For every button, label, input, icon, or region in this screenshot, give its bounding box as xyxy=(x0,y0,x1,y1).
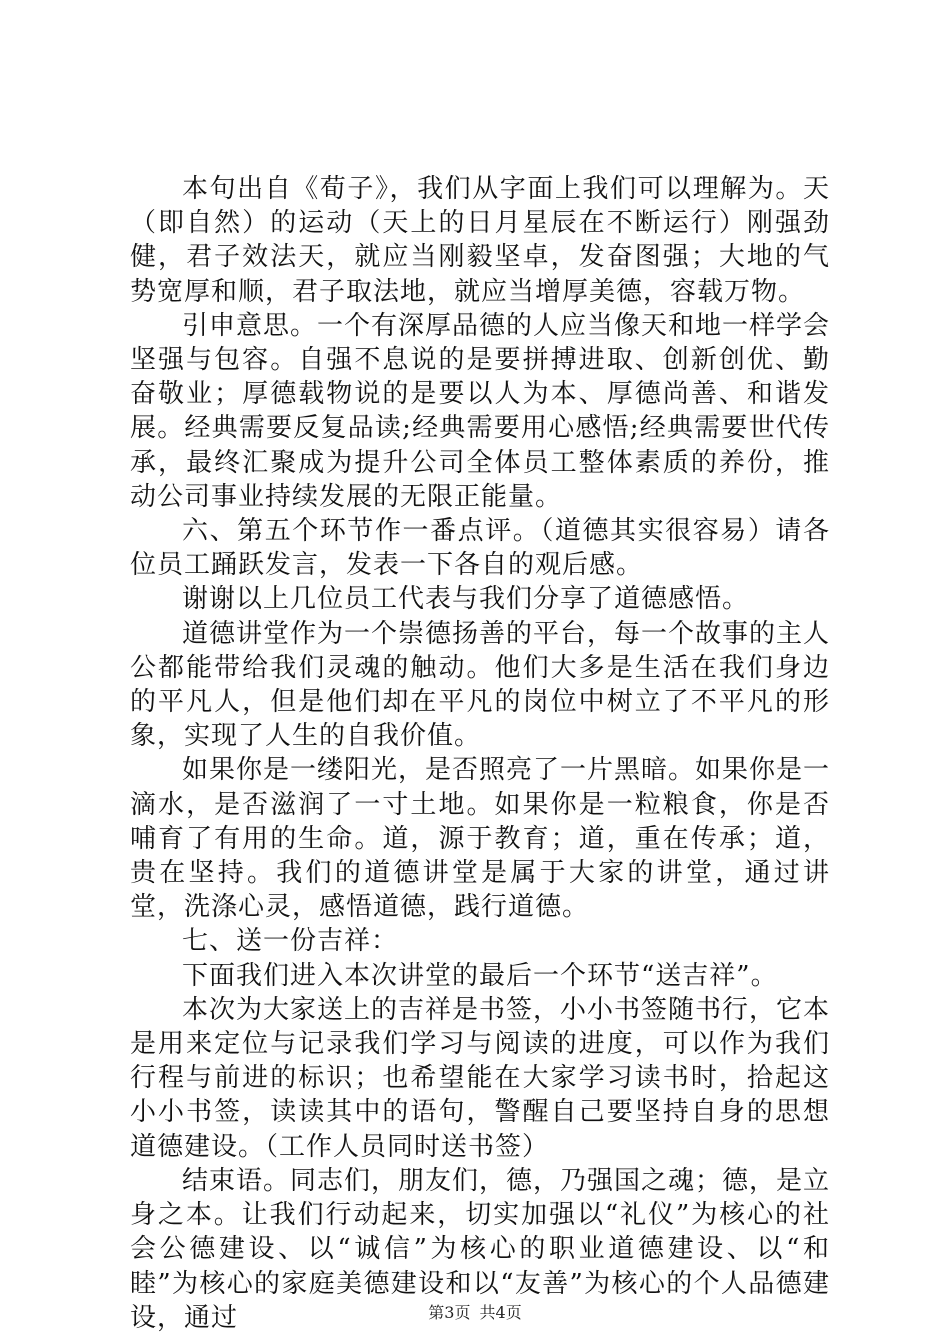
paragraph-closing: 结束语。同志们，朋友们，德，乃强国之魂；德，是立身之本。让我们行动起来，切实加强以“礼仪”为核心的社会公德建设、以“诚信”为核心的职业道德建设、以“和睦”为核心的家庭美德建设和以“友善”为核心的个人品德建设，通过 xyxy=(130,1165,831,1333)
paragraph-moral-hall: 道德讲堂作为一个崇德扬善的平台，每一个故事的主人公都能带给我们灵魂的触动。他们大多是生活在我们身边的平凡人，但是他们却在平凡的岗位中树立了不平凡的形象，实现了人生的自我价值。 xyxy=(130,618,831,752)
paragraph-section-six: 六、第五个环节作一番点评。（道德其实很容易）请各位员工踊跃发言，发表一下各自的观后感。 xyxy=(130,516,830,581)
paragraph-bookmark: 本次为大家送上的吉祥是书签，小小书签随书行，它本是用来定位与记录我们学习与阅读的进度，可以作为我们行程与前进的标识；也希望能在大家学习读书时，拾起这小小书签，读读其中的语句，警醒自己要坚持自身的思想道德建设。（工作人员同时送书签） xyxy=(130,994,831,1162)
paragraph-extended-meaning: 引申意思。一个有深厚品德的人应当像天和地一样学会坚强与包容。自强不息说的是要拼搏进取、创新创优、勤奋敬业；厚德载物说的是要以人为本、厚德尚善、和谐发展。经典需要反复品读;经典需要用心感悟;经典需要世代传承，最终汇聚成为提升公司全体员工整体素质的养份，推动公司事业持续发展的无限正能量。 xyxy=(130,310,831,512)
page-total: 共4页 xyxy=(479,1303,522,1322)
paragraph-xunzi-quote: 本句出自《荀子》，我们从字面上我们可以理解为。天（即自然）的运动（天上的日月星辰在不断运行）刚强劲健，君子效法天，就应当刚毅坚卓，发奋图强；大地的气势宽厚和顺，君子取法地，就应当增厚美德，容载万物。 xyxy=(130,174,830,307)
document-body xyxy=(130,172,830,1335)
paragraph-section-seven: 七、送一份吉祥： xyxy=(182,926,399,957)
paragraph-thanks: 谢谢以上几位员工代表与我们分享了道德感悟。 xyxy=(182,584,750,615)
page-footer xyxy=(0,1303,950,1323)
paragraph-sunlight: 如果你是一缕阳光，是否照亮了一片黑暗。如果你是一滴水，是否滋润了一寸土地。如果你是一粒粮食，你是否哺育了有用的生命。道，源于教育；道，重在传承；道，贵在坚持。我们的道德讲堂是属于大家的讲堂，通过讲堂，洗涤心灵，感悟道德，践行道德。 xyxy=(130,755,831,923)
page-number: 第3页 xyxy=(428,1303,471,1322)
paragraph-final-segment: 下面我们进入本次讲堂的最后一个环节“送吉祥”。 xyxy=(182,960,778,991)
